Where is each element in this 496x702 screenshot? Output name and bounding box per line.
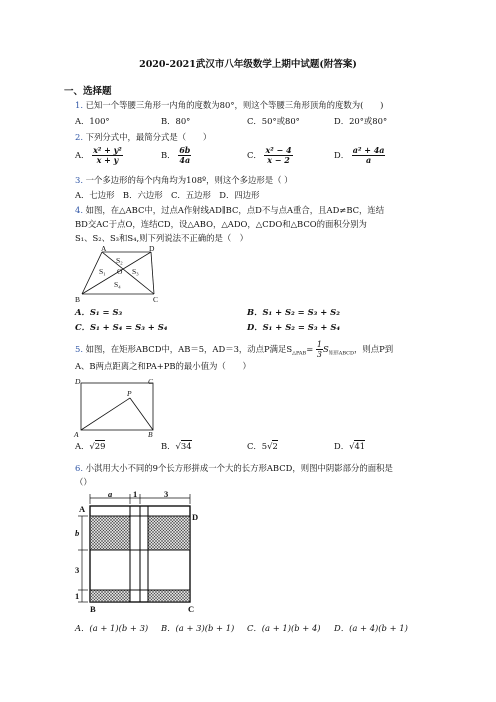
question-text: ，则点P到 (353, 344, 394, 354)
sqrt-icon: √ (89, 441, 95, 451)
section-heading: 一、选择题 (64, 86, 112, 97)
numerator: x² + y² (93, 145, 122, 155)
area-symbol: S (323, 344, 329, 354)
label-d: D (75, 377, 81, 386)
option-letter: A． (75, 441, 90, 451)
question-number: 5. (75, 344, 83, 354)
question-number: 2. (75, 132, 83, 142)
numerator: 1 (316, 340, 322, 349)
label-dim-3-top: 3 (164, 490, 169, 499)
label-d: D (192, 512, 199, 522)
sqrt-icon: √ (267, 441, 273, 451)
q6-option-d: D．(a + 4)(b + 1) (334, 623, 408, 633)
option-letter: B． (161, 150, 176, 160)
question-6-line-1 (75, 462, 393, 474)
question-3 (75, 174, 293, 186)
q6-option-b: B．(a + 3)(b + 1) (161, 623, 235, 633)
label-o: O (117, 267, 123, 276)
q2-option-a (75, 146, 123, 165)
label-s3: S₃ (132, 267, 139, 276)
q4-option-a: A．S₁ = S₃ (75, 307, 123, 317)
q4-option-d: D．S₁ + S₂ = S₃ + S₄ (247, 322, 341, 332)
fraction (352, 146, 386, 165)
label-a: A (101, 244, 107, 253)
subscript: 矩形ABCD (328, 350, 354, 357)
equals-sign: = (306, 344, 314, 354)
q4-option-c: C．S₁ + S₄ = S₃ + S₄ (75, 322, 168, 332)
question-6-line-2: （） (75, 477, 92, 487)
denominator: x − 2 (267, 155, 290, 165)
question-text: 已知一个等腰三角形一内角的度数为80°，则这个等腰三角形顶角的度数为( ) (85, 100, 384, 110)
denominator: 4a (179, 155, 191, 165)
q3-options: A．七边形 B．六边形 C．五边形 D．四边形 (75, 190, 260, 200)
question-text: 如图，在△ABC中，过点A作射线AD∥BC，点D不与点A重合，且AD≠BC，连结 (85, 205, 385, 215)
label-a: A (79, 504, 86, 514)
option-letter: C． (247, 150, 262, 160)
question-number: 1. (75, 100, 83, 110)
label-p: P (127, 389, 132, 398)
option-letter: D． (334, 441, 350, 451)
label-s2: S₂ (116, 256, 123, 265)
label-s4: S₄ (114, 280, 121, 289)
question-number: 6. (75, 463, 83, 473)
question-4-line-3: S₁、S₂、S₃和S₄,则下列说法不正确的是（ ） (75, 233, 249, 243)
question-number: 3. (75, 175, 83, 185)
label-dim-1-left: 1 (75, 591, 80, 601)
numerator: x² − 4 (265, 145, 292, 155)
label-c: C (188, 604, 195, 614)
q4-option-b: B．S₁ + S₂ = S₃ + S₂ (247, 307, 340, 317)
question-text: 小淇用大小不同的9个长方形拼成一个大的长方形ABCD，则图中阴影部分的面积是 (85, 463, 393, 473)
label-b: B (75, 295, 81, 304)
option-letter: C．5 (247, 441, 268, 451)
label-c: C (148, 377, 154, 386)
q5-option-a (75, 440, 105, 452)
question-4-line-2: BD交AC于点O，连结CD，设△ABO，△ADO，△CDO和△BCO的面积分别为 (75, 219, 367, 229)
radicand: 34 (180, 441, 192, 451)
denominator: a (366, 155, 372, 165)
q1-option-a: A．100° (75, 116, 110, 126)
label-d: D (149, 244, 155, 253)
question-2 (75, 131, 211, 143)
label-c: C (153, 295, 159, 304)
option-letter: D． (334, 150, 350, 160)
q6-option-a: A．(a + 1)(b + 3) (75, 623, 149, 633)
label-dim-3-left: 3 (75, 565, 80, 575)
rectangle-figure (72, 373, 162, 439)
question-4-line-1 (75, 204, 384, 216)
fraction (92, 146, 123, 165)
radicand: 29 (94, 441, 106, 451)
q1-option-d: D．20°或80° (334, 116, 388, 126)
q5-option-b (161, 440, 192, 452)
trapezoid-figure (74, 244, 174, 306)
radicand: 41 (354, 441, 366, 451)
question-text: 下列分式中，最简分式是（ ） (85, 132, 212, 142)
q5-option-c (247, 440, 278, 452)
q6-option-c: C．(a + 1)(b + 4) (247, 623, 321, 633)
fraction (264, 146, 292, 165)
question-number: 4. (75, 205, 83, 215)
question-1 (75, 99, 383, 111)
label-a: A (74, 430, 79, 439)
fraction (178, 146, 191, 165)
rectangle-tiling-figure (72, 490, 212, 618)
question-5-line-1 (75, 340, 393, 359)
fraction (316, 340, 323, 359)
page-title: 2020-2021武汉市八年级数学上期中试题(附答案) (139, 59, 357, 70)
label-dim-a: a (108, 490, 113, 499)
sqrt-icon: √ (175, 441, 181, 451)
label-s1: S₁ (99, 267, 106, 276)
numerator: 6b (179, 145, 191, 155)
denominator: 3 (316, 350, 322, 359)
option-letter: B． (161, 441, 176, 451)
label-b: B (148, 430, 153, 439)
sqrt-icon: √ (349, 441, 355, 451)
label-dim-b: b (75, 528, 80, 538)
q1-option-c: C．50°或80° (247, 116, 300, 126)
radicand: 2 (272, 441, 278, 451)
question-text: 一个多边形的每个内角均为108º，则这个多边形是（ ） (85, 175, 293, 185)
denominator: x + y (96, 155, 119, 165)
label-b: B (90, 604, 96, 614)
question-text: 如图，在矩形ABCD中，AB＝5，AD＝3，动点P满足S (85, 344, 293, 354)
question-5-line-2: A、B两点距离之和PA+PB的最小值为（ ） (75, 361, 251, 371)
q2-option-c (247, 146, 293, 165)
q1-option-b: B．80° (161, 116, 191, 126)
label-dim-1-top: 1 (133, 490, 138, 499)
q2-option-d (334, 146, 385, 165)
option-letter: A． (75, 150, 90, 160)
q5-option-d (334, 440, 365, 452)
subscript: △PAB (292, 350, 307, 357)
q2-option-b (161, 146, 191, 165)
numerator: a² + 4a (352, 145, 385, 155)
